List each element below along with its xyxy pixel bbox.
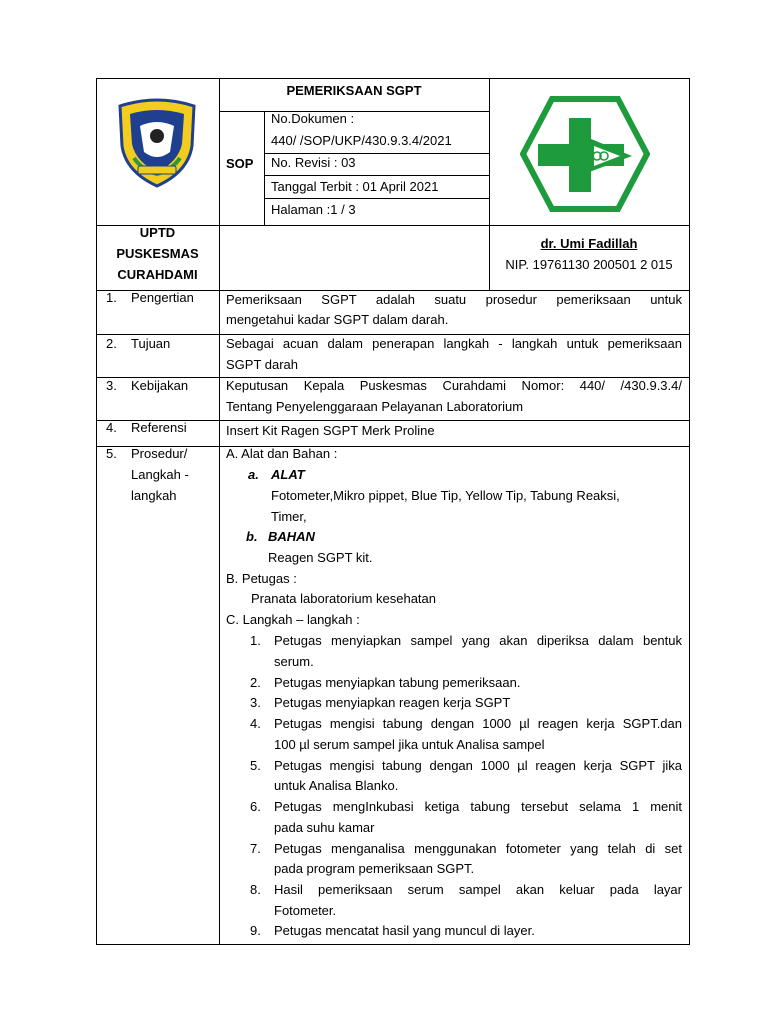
step-4-number: 4. <box>250 716 261 731</box>
petugas-line: Pranata laboratorium kesehatan <box>251 591 437 606</box>
puskesmas-cross-icon <box>520 96 650 212</box>
row-3-number: 3. <box>106 378 117 393</box>
row-2-label: Tujuan <box>131 336 171 351</box>
signer-name: dr. Umi Fadillah <box>540 236 638 251</box>
bahan-line: Reagen SGPT kit. <box>268 550 373 565</box>
step-1-number: 1. <box>250 633 261 648</box>
row-4-number: 4. <box>106 420 117 435</box>
section-a-heading: A. Alat dan Bahan : <box>226 446 338 461</box>
alat-marker: a. <box>248 467 259 482</box>
step-2-line1: Petugas menyiapkan tabung pemeriksaan. <box>274 675 521 690</box>
revision-number: No. Revisi : 03 <box>271 155 356 170</box>
table-border-right <box>689 78 690 945</box>
step-8-line2: Fotometer. <box>274 903 337 918</box>
table-border-bottom <box>96 944 690 945</box>
row-4-label: Referensi <box>131 420 187 435</box>
col-divider-main <box>219 78 220 945</box>
sop-divider <box>264 111 265 225</box>
step-6-line1: Petugas mengInkubasi ketiga tabung tersebut selama 1 menit <box>274 799 682 814</box>
row-5-label-line1: Prosedur/ <box>131 446 188 461</box>
regency-emblem-icon <box>112 96 202 188</box>
alat-line2: Timer, <box>271 509 307 524</box>
step-4-line2: 100 µl serum sampel jika untuk Analisa sampel <box>274 737 545 752</box>
issue-date: Tanggal Terbit : 01 April 2021 <box>271 179 439 194</box>
row-5-number: 5. <box>106 446 117 461</box>
row-2-number: 2. <box>106 336 117 351</box>
step-4-line1: Petugas mengisi tabung dengan 1000 µl reagen kerja SGPT.dan <box>274 716 682 731</box>
alat-line1: Fotometer,Mikro pippet, Blue Tip, Yellow Tip, Tabung Reaksi, <box>271 488 620 503</box>
section-c-heading: C. Langkah – langkah : <box>226 612 360 627</box>
step-8-number: 8. <box>250 882 261 897</box>
step-7-line2: pada program pemeriksaan SGPT. <box>274 861 475 876</box>
row-2-text-line1: Sebagai acuan dalam penerapan langkah - langkah untuk pemeriksaan <box>226 336 682 351</box>
row-3-label: Kebijakan <box>131 378 189 393</box>
step-7-number: 7. <box>250 841 261 856</box>
step-5-line2: untuk Analisa Blanko. <box>274 778 399 793</box>
step-1-line2: serum. <box>274 654 314 669</box>
signer-nip: NIP. 19761130 200501 2 015 <box>505 257 673 272</box>
step-8-line1: Hasil pemeriksaan serum sampel akan keluar pada layar <box>274 882 682 897</box>
page-number: Halaman :1 / 3 <box>271 202 356 217</box>
step-7-line1: Petugas menganalisa menggunakan fotometer yang telah di set <box>274 841 682 856</box>
table-border-left <box>96 78 97 945</box>
step-5-line1: Petugas mengisi tabung dengan 1000 µl reagen kerja SGPT jika <box>274 758 682 773</box>
section-b-heading: B. Petugas : <box>226 571 297 586</box>
step-2-number: 2. <box>250 675 261 690</box>
step-3-line1: Petugas menyiapkan reagen kerja SGPT <box>274 695 511 710</box>
alat-title: ALAT <box>271 467 305 482</box>
step-9-line1: Petugas mencatat hasil yang muncul di layer. <box>274 923 535 938</box>
row-1-text-line1: Pemeriksaan SGPT adalah suatu prosedur pemeriksaan untuk <box>226 292 682 307</box>
row-1-number: 1. <box>106 290 117 305</box>
bahan-marker: b. <box>246 529 258 544</box>
step-5-number: 5. <box>250 758 261 773</box>
sop-label: SOP <box>226 156 254 171</box>
doc-number-value: 440/ /SOP/UKP/430.9.3.4/2021 <box>271 133 452 148</box>
document-title: PEMERIKSAAN SGPT <box>286 83 422 98</box>
row-1-label: Pengertian <box>131 290 194 305</box>
step-9-number: 9. <box>250 923 261 938</box>
step-1-line1: Petugas menyiapkan sampel yang akan diperiksa dalam bentuk <box>274 633 682 648</box>
step-6-line2: pada suhu kamar <box>274 820 375 835</box>
row-4-text-line1: Insert Kit Ragen SGPT Merk Proline <box>226 423 435 438</box>
row-2-text-line2: SGPT darah <box>226 357 299 372</box>
org-name-line2: PUSKESMAS <box>116 246 199 261</box>
doc-number-label: No.Dokumen : <box>271 111 355 126</box>
row-5-label-line2: Langkah - <box>131 467 189 482</box>
table-border-top <box>96 78 690 79</box>
org-name-line3: CURAHDAMI <box>117 267 198 282</box>
step-3-number: 3. <box>250 695 261 710</box>
row-3-text-line1: Keputusan Kepala Puskesmas Curahdami Nomor: 440/ /430.9.3.4/ <box>226 378 682 393</box>
org-name-line1: UPTD <box>139 225 176 240</box>
row-5-label-line3: langkah <box>131 488 177 503</box>
step-6-number: 6. <box>250 799 261 814</box>
bahan-title: BAHAN <box>268 529 315 544</box>
row-3-text-line2: Tentang Penyelenggaraan Pelayanan Laboratorium <box>226 399 524 414</box>
row-1-text-line2: mengetahui kadar SGPT dalam darah. <box>226 312 449 327</box>
